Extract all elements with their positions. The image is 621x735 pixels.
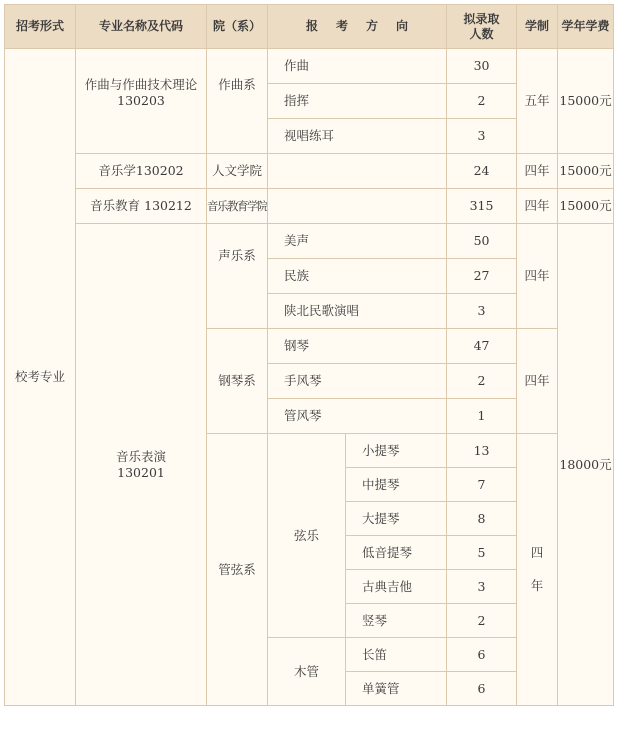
duration-cell: 四年	[517, 224, 558, 329]
count-cell: 24	[447, 154, 517, 189]
count-cell: 2	[447, 364, 517, 399]
header-dept: 院（系）	[207, 5, 268, 49]
direction-cell: 陕北民歌演唱	[268, 294, 447, 329]
count-cell: 1	[447, 399, 517, 434]
direction-cell: 古典吉他	[346, 570, 447, 604]
dept-cell: 声乐系	[207, 224, 268, 329]
direction-cell: 手风琴	[268, 364, 447, 399]
direction-cell: 民族	[268, 259, 447, 294]
section-cell-woodwind: 木管	[268, 638, 346, 706]
count-cell: 5	[447, 536, 517, 570]
direction-cell: 单簧管	[346, 672, 447, 706]
direction-cell	[268, 154, 447, 189]
direction-cell: 长笛	[346, 638, 447, 672]
direction-cell: 低音提琴	[346, 536, 447, 570]
count-cell: 3	[447, 570, 517, 604]
count-cell: 2	[447, 604, 517, 638]
direction-cell: 视唱练耳	[268, 119, 447, 154]
duration-cell: 四年	[517, 329, 558, 434]
count-cell: 3	[447, 119, 517, 154]
header-duration: 学制	[517, 5, 558, 49]
count-cell: 7	[447, 468, 517, 502]
direction-cell: 美声	[268, 224, 447, 259]
direction-cell: 大提琴	[346, 502, 447, 536]
section-cell-strings: 弦乐	[268, 434, 346, 638]
count-cell: 13	[447, 434, 517, 468]
direction-cell: 指挥	[268, 84, 447, 119]
dept-cell: 人文学院	[207, 154, 268, 189]
table-row	[5, 189, 614, 224]
header-major: 专业名称及代码	[76, 5, 207, 49]
table-row	[5, 224, 614, 259]
fee-cell: 15000元	[558, 49, 614, 154]
count-cell: 315	[447, 189, 517, 224]
dept-cell: 音乐教育学院	[207, 189, 268, 224]
major-cell: 音乐学130202	[76, 154, 207, 189]
major-cell: 音乐表演 130201	[76, 224, 207, 706]
duration-cell: 四年	[517, 154, 558, 189]
count-cell: 6	[447, 672, 517, 706]
direction-cell	[268, 189, 447, 224]
dept-cell: 钢琴系	[207, 329, 268, 434]
duration-cell: 四 年	[517, 434, 558, 706]
direction-cell: 小提琴	[346, 434, 447, 468]
duration-cell: 五年	[517, 49, 558, 154]
count-cell: 30	[447, 49, 517, 84]
header-row	[5, 5, 614, 49]
count-cell: 2	[447, 84, 517, 119]
count-cell: 27	[447, 259, 517, 294]
header-direction: 报考方向	[268, 5, 447, 49]
fee-cell: 15000元	[558, 189, 614, 224]
mode-cell: 校考专业	[5, 49, 76, 706]
header-count: 拟录取人数	[447, 5, 517, 49]
fee-cell: 15000元	[558, 154, 614, 189]
direction-cell: 钢琴	[268, 329, 447, 364]
direction-cell: 中提琴	[346, 468, 447, 502]
count-cell: 6	[447, 638, 517, 672]
direction-cell: 管风琴	[268, 399, 447, 434]
major-cell: 音乐教育 130212	[76, 189, 207, 224]
count-cell: 3	[447, 294, 517, 329]
header-fee: 学年学费	[558, 5, 614, 49]
dept-cell: 作曲系	[207, 49, 268, 154]
count-cell: 50	[447, 224, 517, 259]
major-cell: 作曲与作曲技术理论 130203	[76, 49, 207, 154]
header-mode: 招考形式	[5, 5, 76, 49]
table-row	[5, 154, 614, 189]
count-cell: 47	[447, 329, 517, 364]
fee-cell: 18000元	[558, 224, 614, 706]
table-row	[5, 49, 614, 84]
direction-cell: 竖琴	[346, 604, 447, 638]
dept-cell: 管弦系	[207, 434, 268, 706]
direction-cell: 作曲	[268, 49, 447, 84]
count-cell: 8	[447, 502, 517, 536]
duration-cell: 四年	[517, 189, 558, 224]
admissions-table	[4, 4, 614, 706]
